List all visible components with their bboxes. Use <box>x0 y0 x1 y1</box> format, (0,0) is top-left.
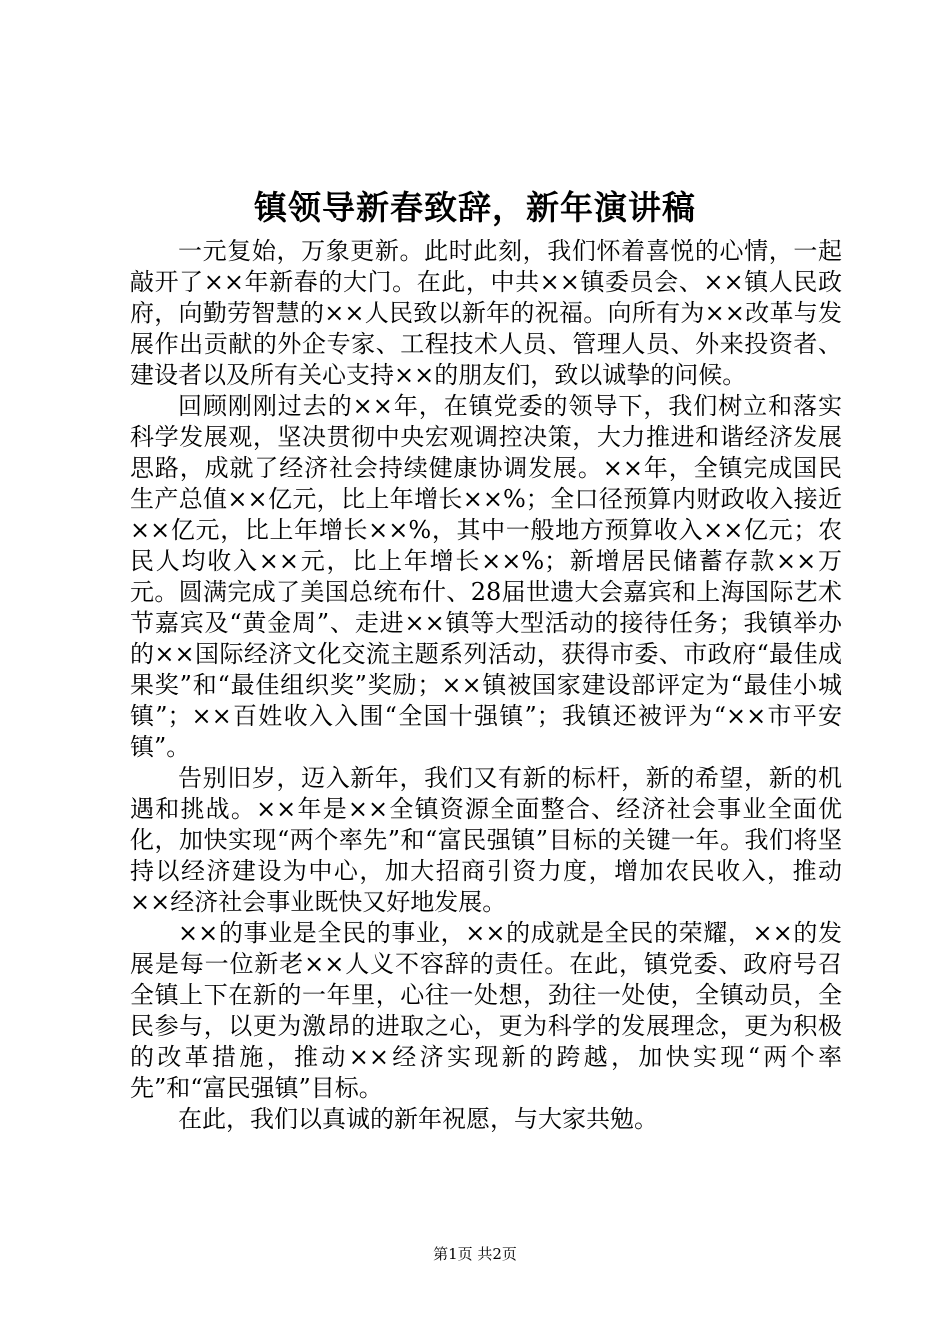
paragraph-outlook: 告别旧岁，迈入新年，我们又有新的标杆，新的希望，新的机遇和挑战。××年是××全镇资源全面整合、经济社会事业全面优化，加快实现“两个率先”和“富民强镇”目标的关键一年。我们将坚持以经济建设为中心，加大招商引资力度，增加农民收入，推动××经济社会事业既快又好地发展。 <box>130 764 842 916</box>
paragraph-closing: 在此，我们以真诚的新年祝愿，与大家共勉。 <box>178 1105 658 1133</box>
page-number-footer: 第1页 共2页 <box>433 1245 517 1263</box>
paragraph-opening: 一元复始，万象更新。此时此刻，我们怀着喜悦的心情，一起敲开了××年新春的大门。在此，中共××镇委员会、××镇人民政府，向勤劳智慧的××人民致以新年的祝福。向所有为××改革与发展作出贡献的外企专家、工程技术人员、管理人员、外来投资者、建设者以及所有关心支持××的朋友们，致以诚挚的问候。 <box>130 237 842 389</box>
document-title: 镇领导新春致辞，新年演讲稿 <box>254 188 696 227</box>
paragraph-call: ××的事业是全民的事业，××的成就是全民的荣耀，××的发展是每一位新老××人义不容辞的责任。在此，镇党委、政府号召全镇上下在新的一年里，心往一处想，劲往一处使，全镇动员，全民参与，以更为激昂的进取之心，更为科学的发展理念，更为积极的改革措施，推动××经济实现新的跨越，加快实现“两个率先”和“富民强镇”目标。 <box>130 919 842 1102</box>
document-body <box>130 236 842 1135</box>
paragraph-review: 回顾刚刚过去的××年，在镇党委的领导下，我们树立和落实科学发展观，坚决贯彻中央宏观调控决策，大力推进和谐经济发展思路，成就了经济社会持续健康协调发展。××年，全镇完成国民生产总值××亿元，比上年增长××%；全口径预算内财政收入接近××亿元，比上年增长××%，其中一般地方预算收入××亿元；农民人均收入××元，比上年增长××%；新增居民储蓄存款××万元。圆满完成了美国总统布什、28届世遗大会嘉宾和上海国际艺术节嘉宾及“黄金周”、走进××镇等大型活动的接待任务；我镇举办的××国际经济文化交流主题系列活动，获得市委、市政府“最佳成果奖”和“最佳组织奖”奖励；××镇被国家建设部评定为“最佳小城镇”；××百姓收入入围“全国十强镇”；我镇还被评为“××市平安镇”。 <box>130 392 842 761</box>
